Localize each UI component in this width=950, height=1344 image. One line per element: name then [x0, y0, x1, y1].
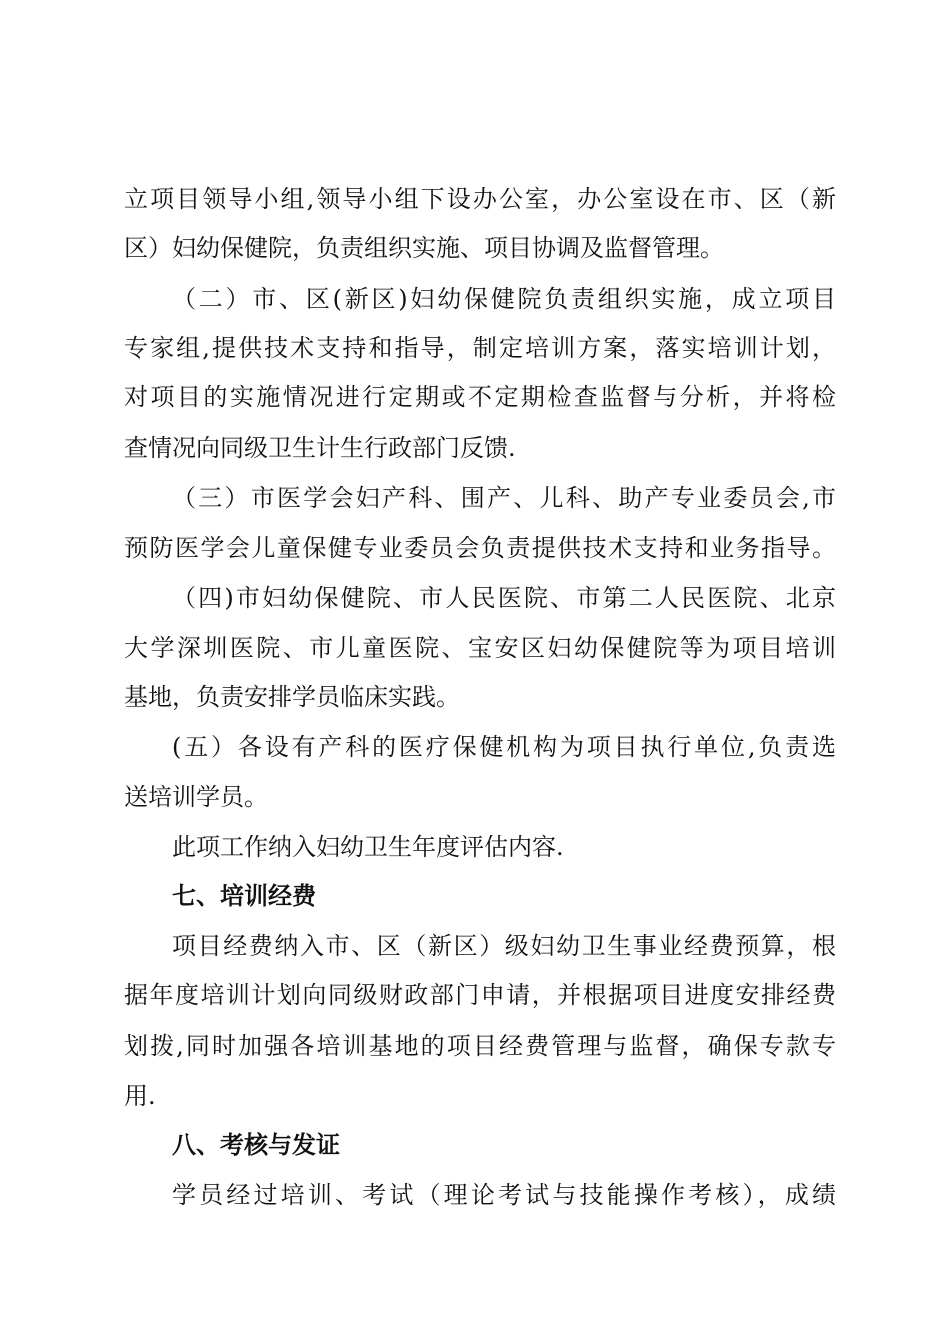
- body-text-line: 送培训学员。: [124, 783, 268, 811]
- body-text-line: 区）妇幼保健院，负责组织实施、项目协调及监督管理。: [124, 234, 724, 262]
- body-text-line: 划拨,同时加强各培训基地的项目经费管理与监督，确保专款专: [124, 1032, 836, 1060]
- body-text-line: 大学深圳医院、市儿童医院、宝安区妇幼保健院等为项目培训: [124, 634, 836, 662]
- body-text-line: 立项目领导小组,领导小组下设办公室，办公室设在市、区（新: [124, 185, 836, 213]
- body-text-line: 对项目的实施情况进行定期或不定期检查监督与分析，并将检: [124, 383, 836, 411]
- body-text-line: 基地，负责安排学员临床实践。: [124, 683, 460, 711]
- body-text-line: 此项工作纳入妇幼卫生年度评估内容.: [172, 833, 564, 861]
- body-text-line: 据年度培训计划向同级财政部门申请，并根据项目进度安排经费: [124, 981, 836, 1009]
- body-text-line: （四)市妇幼保健院、市人民医院、市第二人民医院、北京: [172, 584, 836, 612]
- body-text-line: 预防医学会儿童保健专业委员会负责提供技术支持和业务指导。: [124, 534, 836, 562]
- section-heading: 八、考核与发证: [172, 1131, 340, 1159]
- body-text-line: 用.: [124, 1082, 156, 1110]
- body-text-line: （三）市医学会妇产科、围产、儿科、助产专业委员会,市: [172, 484, 836, 512]
- body-text-line: 查情况向同级卫生计生行政部门反馈.: [124, 434, 516, 462]
- body-text-line: 专家组,提供技术支持和指导，制定培训方案，落实培训计划，: [124, 334, 836, 362]
- body-text-line: (五）各设有产科的医疗保健机构为项目执行单位,负责选: [172, 733, 836, 761]
- body-text-line: （二）市、区(新区)妇幼保健院负责组织实施，成立项目: [172, 285, 836, 313]
- body-text-line: 学员经过培训、考试（理论考试与技能操作考核），成绩: [172, 1181, 836, 1209]
- body-text-line: 项目经费纳入市、区（新区）级妇幼卫生事业经费预算，根: [172, 932, 836, 960]
- section-heading: 七、培训经费: [172, 882, 316, 910]
